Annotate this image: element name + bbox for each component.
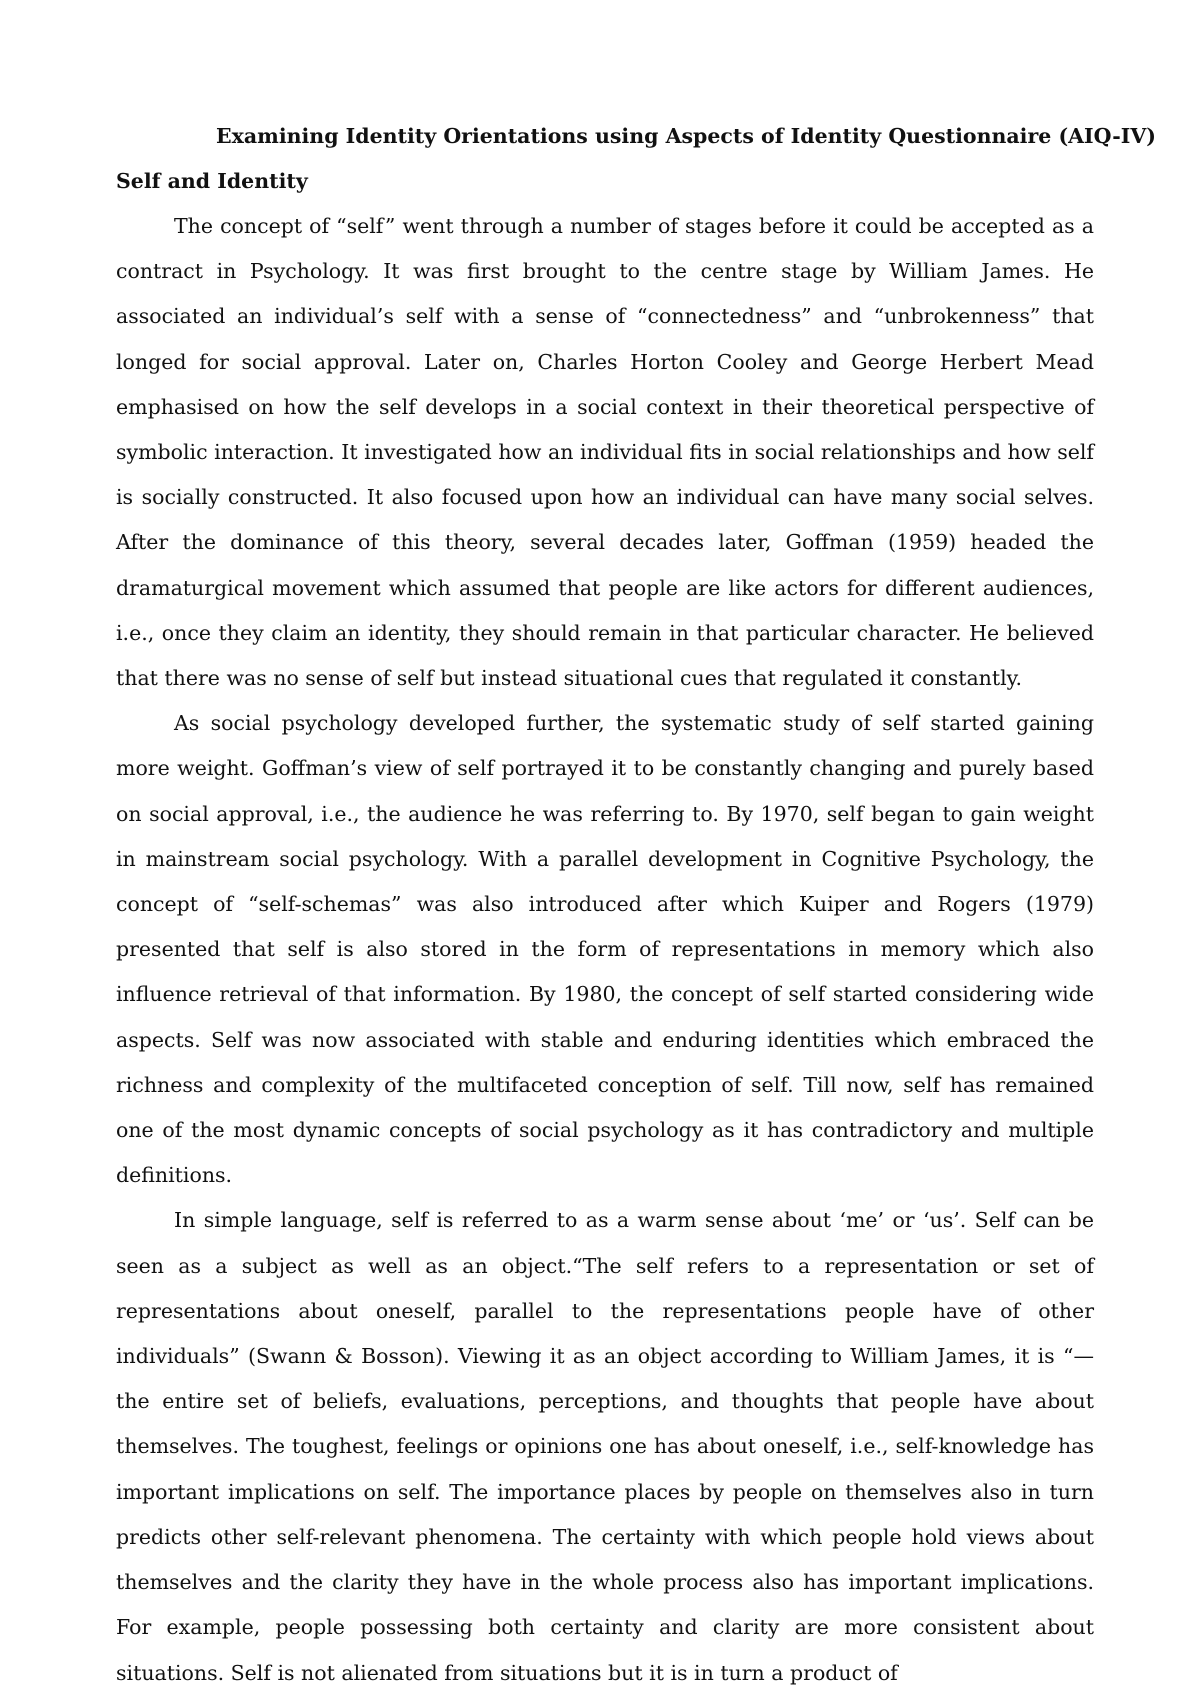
paragraph: In simple language, self is referred to as a warm sense about ‘me’ or ‘us’. Self can be seen as a subject as well as an object.“The self refers to a representation or set of representations about oneself, parallel to the representations people have of other individuals” (Swann & Bosson). Viewing it as an object according to William James, it is “— the entire set of beliefs, evaluations, perceptions, and thoughts that people have about themselves. The toughest, feelings or opinions one has about oneself, i.e., self-knowledge has important implications on self. The importance places by people on themselves also in turn predicts other self-relevant phenomena. The certainty with which people hold views about themselves and the clarity they have in the whole process also has important implications. For example, people possessing both certainty and clarity are more consistent about situations. Self is not alienated from situations but it is in turn a product of <box>116 1208 1094 1685</box>
section-heading: Self and Identity <box>116 169 308 193</box>
paragraph: As social psychology developed further, the systematic study of self started gaining more weight. Goffman’s view of self portrayed it to be constantly changing and purely based on social approval, i.e., the audience he was referring to. By 1970, self began to gain weight in mainstream social psychology. With a parallel development in Cognitive Psychology, the concept of “self-schemas” was also introduced after which Kuiper and Rogers (1979) presented that self is also stored in the form of representations in memory which also influence retrieval of that information. By 1980, the concept of self started considering wide aspects. Self was now associated with stable and enduring identities which embraced the richness and complexity of the multifaceted conception of self. Till now, self has remained one of the most dynamic concepts of social psychology as it has contradictory and multiple definitions. <box>116 711 1094 1188</box>
paragraph: The concept of “self” went through a number of stages before it could be accepted as a contract in Psychology. It was first brought to the centre stage by William James. He associated an individual’s self with a sense of “connectedness” and “unbrokenness” that longed for social approval. Later on, Charles Horton Cooley and George Herbert Mead emphasised on how the self develops in a social context in their theoretical perspective of symbolic interaction. It investigated how an individual fits in social relationships and how self is socially constructed. It also focused upon how an individual can have many social selves. After the dominance of this theory, several decades later, Goffman (1959) headed the dramaturgical movement which assumed that people are like actors for different audiences, i.e., once they claim an identity, they should remain in that particular character. He believed that there was no sense of self but instead situational cues that regulated it constantly. <box>116 214 1094 691</box>
document-title: Examining Identity Orientations using Aspects of Identity Questionnaire (AIQ-IV) <box>216 124 1156 148</box>
document-body <box>116 114 1156 1696</box>
